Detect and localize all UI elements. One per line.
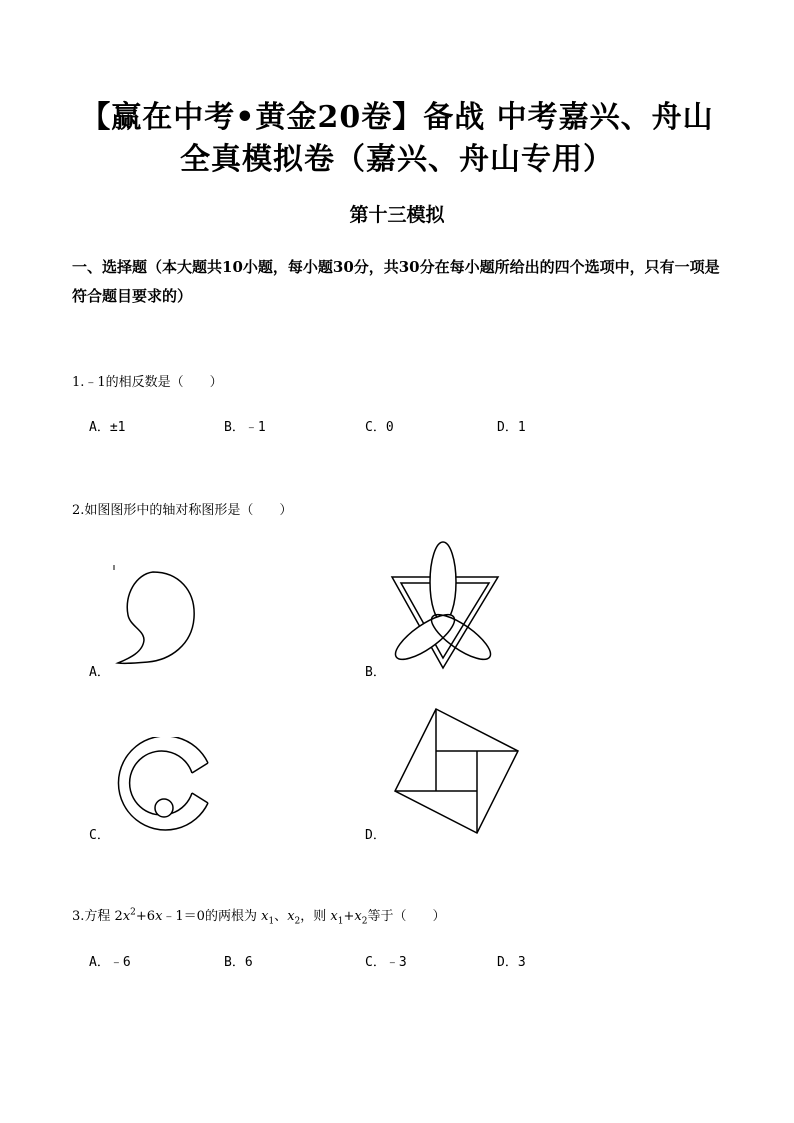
document-subtitle: 第十三模拟 — [349, 204, 445, 226]
comma-shape-figure — [108, 560, 208, 670]
q3-var-x: x — [155, 909, 163, 924]
q3-subscript: 1 — [337, 916, 344, 927]
question-3-option-d: D．3 — [497, 955, 526, 970]
question-3-option-b: B．6 — [224, 955, 253, 970]
question-2-label-a: A． — [89, 665, 110, 680]
question-1-text: 1.﹣1的相反数是（ ） — [72, 375, 223, 390]
q3-text-suffix: 等于（ ） — [367, 909, 446, 924]
question-2-label-c: C． — [89, 828, 110, 843]
q3-subscript: 2 — [361, 916, 368, 927]
question-1-option-d: D．1 — [497, 420, 526, 435]
q3-var-x: x — [122, 909, 131, 924]
question-1-option-c: C．0 — [365, 420, 394, 435]
q3-text-then: ，则 — [300, 909, 331, 924]
question-1-option-b: B．﹣1 — [224, 420, 266, 435]
question-2-label-b: B． — [365, 665, 386, 680]
q3-subscript: 2 — [294, 916, 301, 927]
q3-text-prefix: 3.方程 2 — [72, 909, 123, 924]
document-title-line-2: 全真模拟卷（嘉兴、舟山专用） — [180, 142, 614, 177]
q3-plus: + — [343, 909, 355, 924]
q3-root-x2: x — [287, 909, 295, 924]
square-pinwheel-figure — [392, 706, 522, 836]
question-1-option-a: A．±1 — [89, 420, 126, 435]
question-2-label-d: D． — [365, 828, 386, 843]
triangle-with-ellipses-figure — [385, 540, 505, 675]
q3-exponent: 2 — [130, 907, 136, 918]
document-title-line-1: 【赢在中考•黄金20卷】备战 中考嘉兴、舟山 — [80, 100, 714, 135]
section-heading: 一、选择题（本大题共10小题，每小题30分，共30分在每小题所给出的四个选项中，只有一项是符合题目要求的） — [72, 258, 720, 305]
q3-root-x1: x — [261, 909, 269, 924]
question-3-option-a: A．﹣6 — [89, 955, 131, 970]
q3-sum-x2: x — [354, 909, 362, 924]
question-3-option-c: C．﹣3 — [365, 955, 407, 970]
ring-with-circle-figure — [115, 737, 215, 837]
question-3-text — [72, 905, 445, 927]
question-2-text: 2.如图图形中的轴对称图形是（ ） — [72, 503, 293, 518]
q3-text-roots: ﹣1＝0的两根为 — [162, 909, 262, 924]
q3-separator: 、 — [274, 909, 288, 924]
q3-text-coef: +6 — [135, 909, 156, 924]
q3-subscript: 1 — [268, 916, 275, 927]
q3-sum-x1: x — [330, 909, 338, 924]
